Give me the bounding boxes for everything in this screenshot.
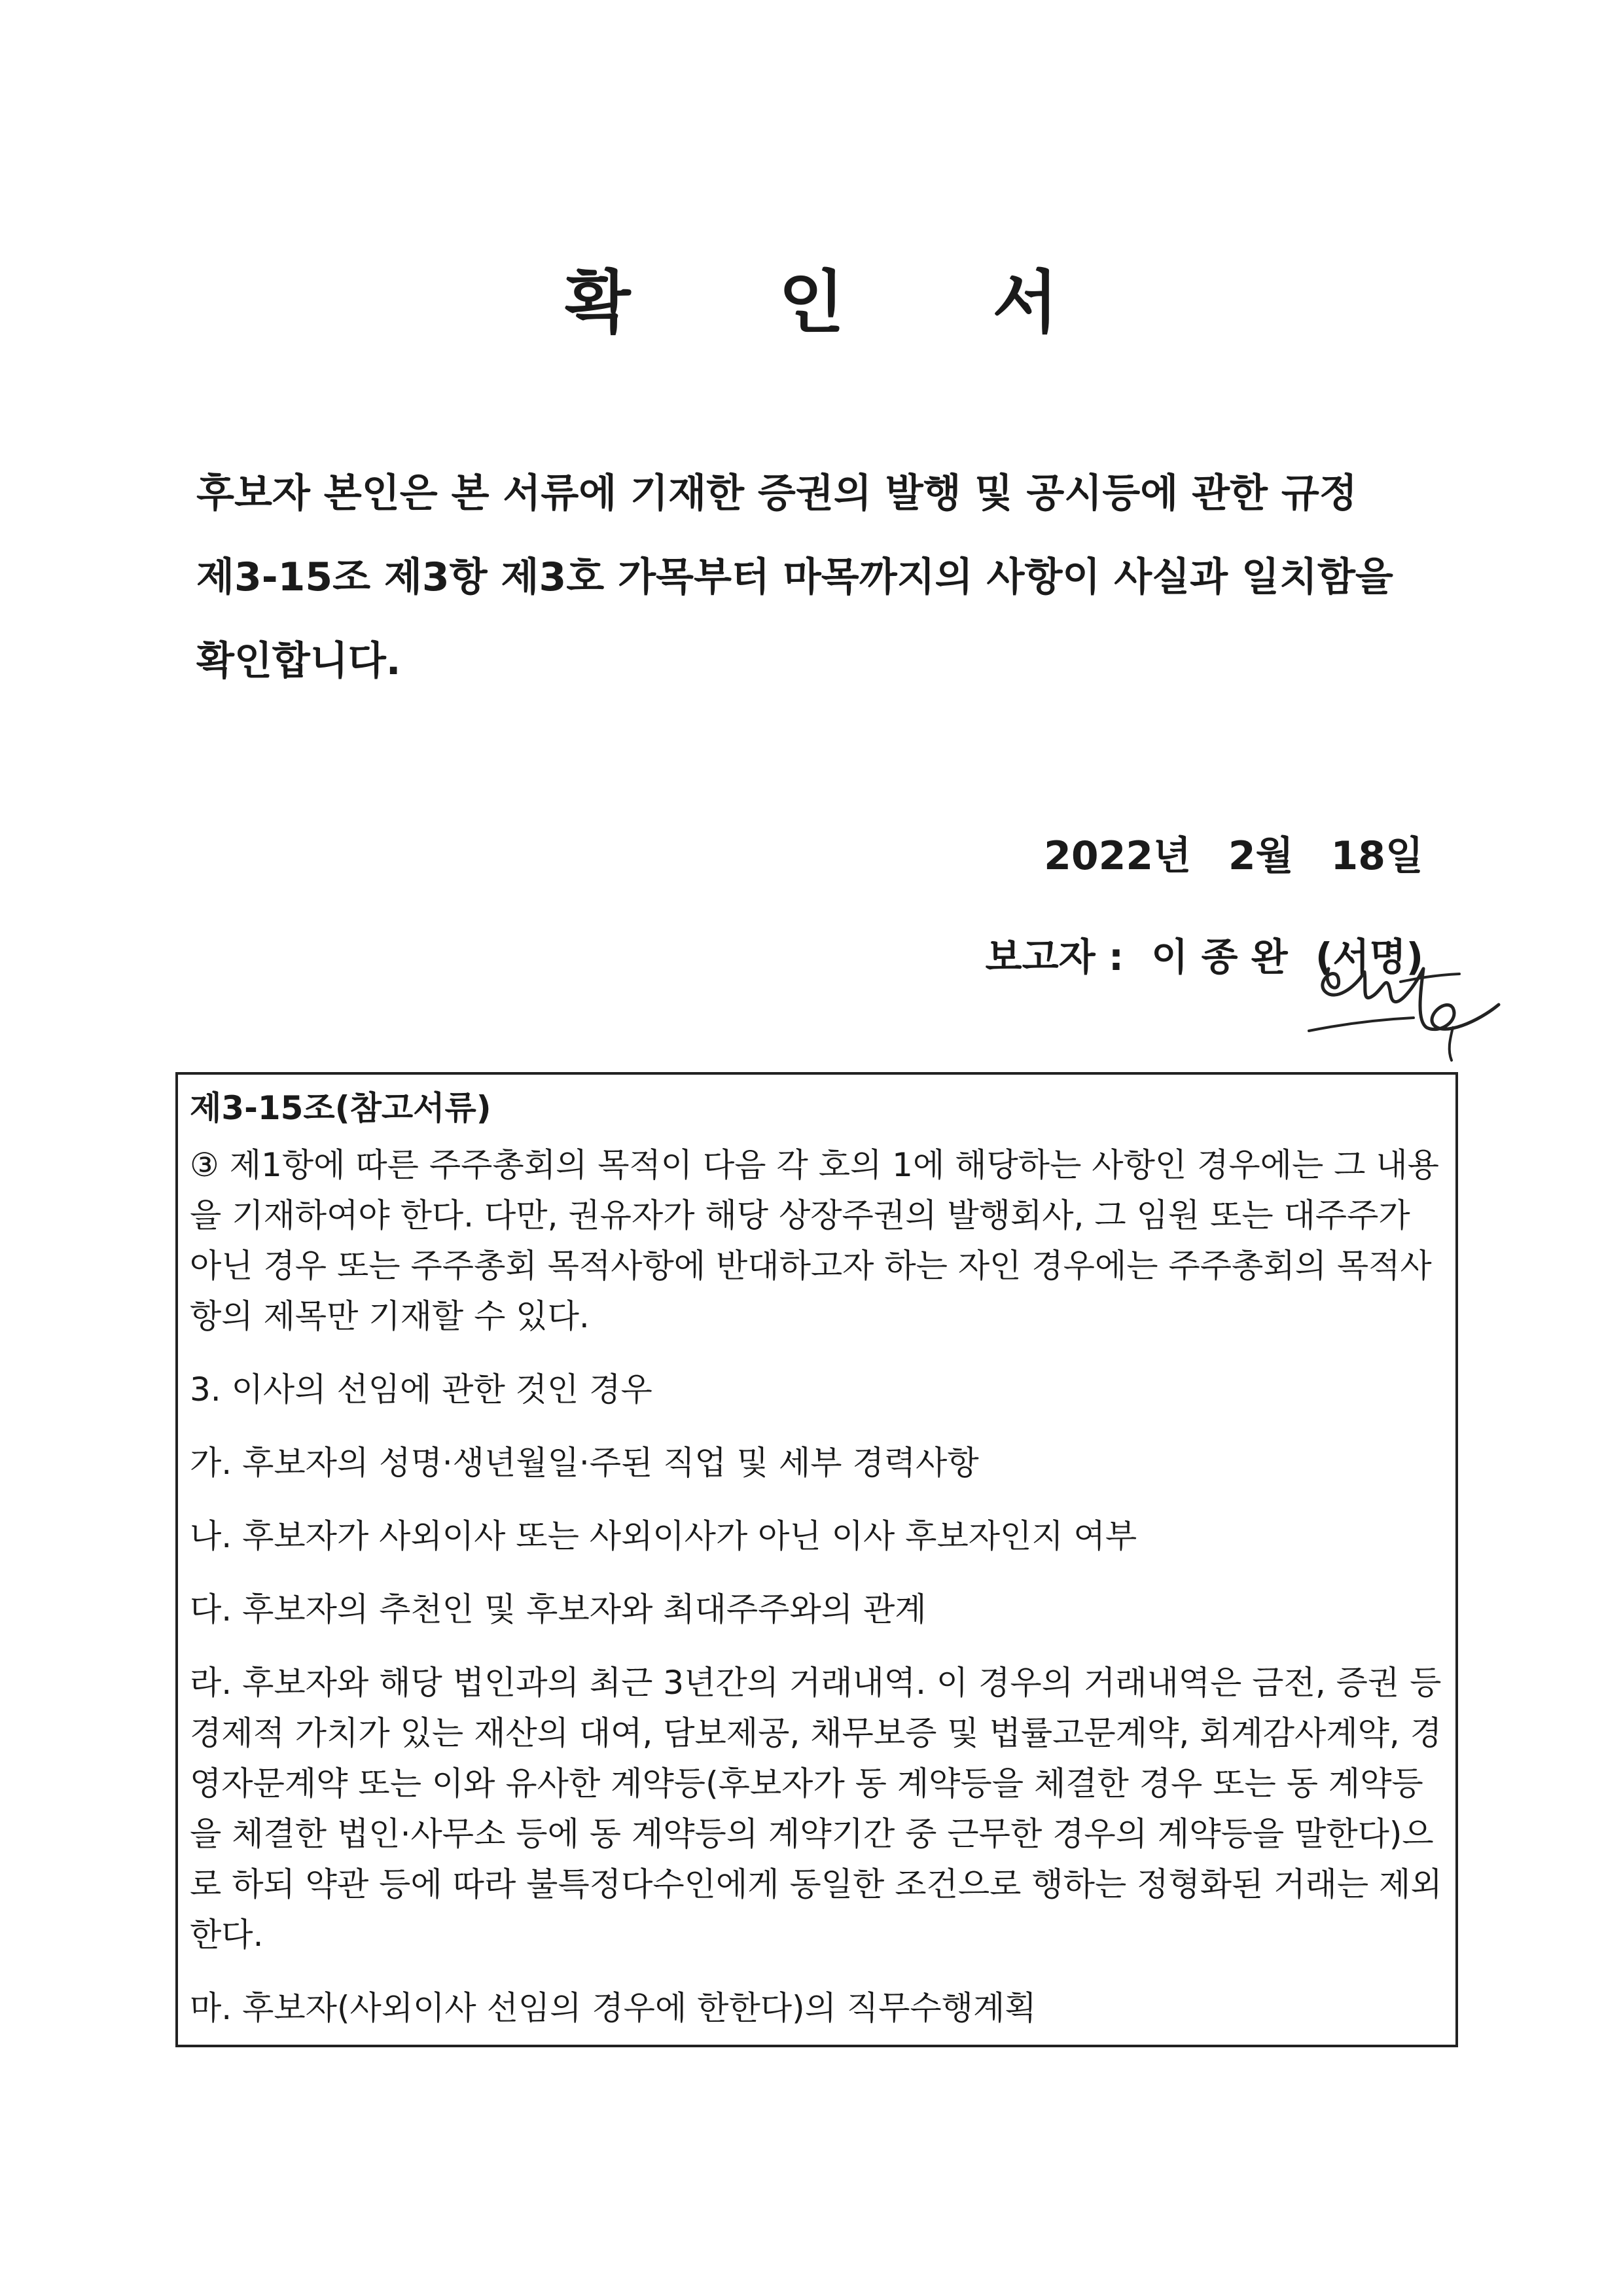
paragraph-line: ③ 제1항에 따른 주주총회의 목적이 다음 각 호의 1에 해당하는 사항인 경우에는 그 내용 bbox=[190, 1146, 1439, 1184]
reference-item bbox=[190, 1438, 1444, 1488]
document-title: 확 인 서 bbox=[565, 262, 1120, 342]
reference-title: 제3-15조(참고서류) bbox=[190, 1089, 491, 1127]
paragraph-line: 로 하되 약관 등에 따라 불특정다수인에게 동일한 조건으로 행하는 정형화된 거래는 제외 bbox=[190, 1865, 1442, 1903]
paragraph-line: 3. 이사의 선임에 관한 것인 경우 bbox=[190, 1371, 652, 1408]
statement-line: 후보자 본인은 본 서류에 기재한 증권의 발행 및 공시등에 관한 규정 bbox=[196, 471, 1357, 516]
reference-item bbox=[190, 1983, 1444, 2034]
paragraph-line: 항의 제목만 기재할 수 있다. bbox=[190, 1297, 590, 1335]
paragraph-line: 한다. bbox=[190, 1916, 264, 1954]
handwritten-signature bbox=[1302, 942, 1512, 1067]
statement-line: 제3-15조 제3항 제3호 가목부터 마목까지의 사항이 사실과 일치함을 bbox=[196, 554, 1393, 600]
paragraph-line: 가. 후보자의 성명·생년월일·주된 직업 및 세부 경력사항 bbox=[190, 1444, 979, 1482]
reference-box bbox=[175, 1072, 1458, 2047]
reporter-label: 보고자 : bbox=[985, 935, 1124, 979]
paragraph-line: 나. 후보자가 사외이사 또는 사외이사가 아닌 이사 후보자인지 여부 bbox=[190, 1517, 1137, 1555]
document-date bbox=[1044, 825, 1423, 881]
reference-item bbox=[190, 1365, 1444, 1415]
paragraph-line: 영자문계약 또는 이와 유사한 계약등(후보자가 동 계약등을 체결한 경우 또는 동 계약등 bbox=[190, 1765, 1423, 1803]
signature-note: (서명) bbox=[1315, 935, 1423, 979]
date-day: 18일 bbox=[1330, 833, 1423, 879]
paragraph-line: 경제적 가치가 있는 재산의 대여, 담보제공, 채무보증 및 법률고문계약, 회계감사계약, 경 bbox=[190, 1714, 1442, 1752]
paragraph-line: 아닌 경우 또는 주주총회 목적사항에 반대하고자 하는 자인 경우에는 주주총회의 목적사 bbox=[190, 1247, 1432, 1285]
paragraph-line: 다. 후보자의 추천인 및 후보자와 최대주주와의 관계 bbox=[190, 1590, 927, 1628]
reporter-name: 이 종 완 bbox=[1151, 935, 1288, 979]
paragraph-line: 을 기재하여야 한다. 다만, 권유자가 해당 상장주권의 발행회사, 그 임원 또는 대주주가 bbox=[190, 1196, 1410, 1234]
reference-item bbox=[190, 1511, 1444, 1562]
date-month: 2월 bbox=[1228, 833, 1294, 879]
reference-paragraph bbox=[190, 1140, 1444, 1342]
reference-item bbox=[190, 1585, 1444, 1635]
date-year: 2022년 bbox=[1044, 833, 1192, 879]
confirmation-statement bbox=[196, 452, 1427, 703]
paragraph-line: 을 체결한 법인·사무소 등에 동 계약등의 계약기간 중 근무한 경우의 계약등을 말한다)으 bbox=[190, 1815, 1434, 1853]
paragraph-line: 라. 후보자와 해당 법인과의 최근 3년간의 거래내역. 이 경우의 거래내역은 금전, 증권 등 bbox=[190, 1664, 1442, 1702]
statement-line: 확인합니다. bbox=[196, 638, 401, 684]
paragraph-line: 마. 후보자(사외이사 선임의 경우에 한한다)의 직무수행계획 bbox=[190, 1989, 1037, 2027]
reference-item bbox=[190, 1658, 1444, 1960]
